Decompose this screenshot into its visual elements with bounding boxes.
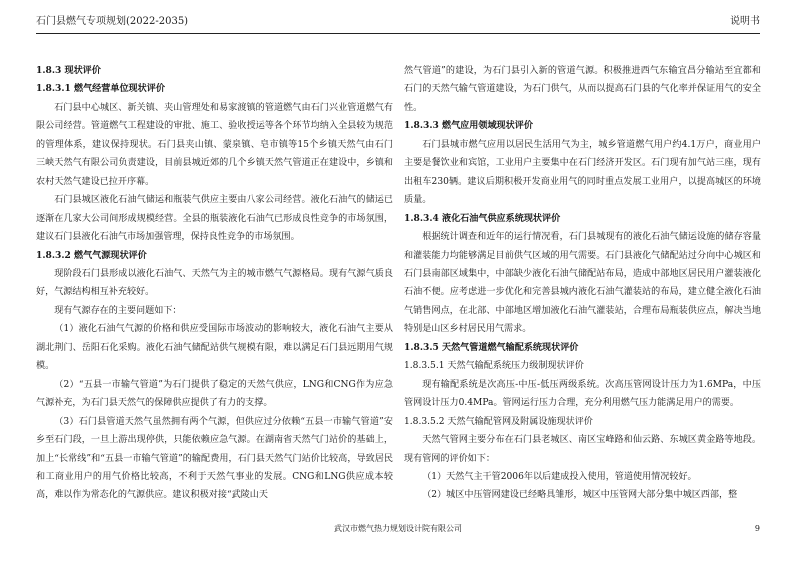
paragraph: 石门县中心城区、新关镇、夹山管理处和易家渡镇的管道燃气由石门兴业管道燃气有限公司经营。管道燃气工程建设的审批、施工、验收授运等各个环节均纳入全县较为规范的管理体系，建议保持现状。石门县夹山镇、蒙泉镇、皂市镇等15个乡镇天然气由石门三峡天然气有限公司负责建设，目前县城近郊的几个乡镇天然气管道正在建设中，乡镇和农村天然气建设已拉开序幕。: [36, 102, 393, 187]
paragraph: 石门县城市燃气应用以居民生活用气为主，城乡管道燃气用户约4.1万户，商业用户主要是餐饮业和宾馆，工业用户主要集中在石门经济开发区。石门现有加气站三座，现有出租车230辆。建议后期积极开发商业用气的同时重点发展工业用户，以提高城区的环境质量。: [404, 139, 761, 206]
section-heading: 1.8.3 现状评价: [36, 65, 101, 76]
subsection-heading: 1.8.3.5.2 天然气输配管网及附属设施现状评价: [404, 416, 593, 427]
subsection-heading: 1.8.3.5 天然气管道燃气输配系统现状评价: [404, 341, 579, 353]
paragraph: （2）“五县一市输气管道”为石门提供了稳定的天然气供应，LNG和CNG作为应急气源补充，为石门县天然气的保障供应提供了有力的支撑。: [36, 379, 393, 409]
paragraph: 天然气管网主要分布在石门县老城区、南区宝峰路和仙云路、东城区黄金路等地段。现有管网的评价如下：: [404, 435, 761, 464]
paragraph: 现阶段石门县形成以液化石油气、天然气为主的城市燃气气源格局。现有气源气质良好，气源结构相互补充较好。: [36, 268, 393, 298]
subsection-heading: 1.8.3.1 燃气经营单位现状评价: [36, 83, 165, 95]
left-column: [36, 62, 393, 505]
header-title: 石门县燃气专项规划(2022-2035): [36, 16, 189, 27]
subsection-heading: 1.8.3.5.1 天然气输配系统压力级制现状评价: [404, 361, 584, 372]
header-doc-type: 说明书: [730, 16, 760, 27]
subsection-heading: 1.8.3.2 燃气气源现状评价: [36, 249, 147, 261]
page-footer: [36, 522, 760, 536]
subsection-heading: 1.8.3.4 液化石油气供应系统现状评价: [404, 212, 561, 224]
right-column: [404, 62, 761, 505]
paragraph: （3）石门县管道天然气虽然拥有两个气源，但供应过分依赖“五县一市输气管道”安乡至石门段，一旦上游出现停供，只能依赖应急气源。在湖南省天然气门站价的基础上，加上“长常线”和“五县一市输气管道”的输配费用，石门县天然气门站价比较高，导致居民和工商业用户的用气价格比较高，不利于天然气事业的发展。CNG和LNG供应成本较高，难以作为常态化的气源供应。建议积极对接“武陵山天: [36, 416, 393, 501]
subsection-heading: 1.8.3.3 燃气应用领域现状评价: [404, 120, 533, 132]
paragraph: 现有输配系统是次高压-中压-低压两级系统。次高压管网设计压力为1.6MPa，中压管网设计压力0.4MPa。管网运行压力合理，充分利用燃气压力能满足用户的需要。: [404, 379, 761, 409]
page-header: [36, 14, 760, 30]
paragraph: （2）城区中压管网建设已经略具雏形，城区中压管网大部分集中城区西部，整: [422, 490, 738, 501]
paragraph: （1）液化石油气气源的价格和供应受国际市场波动的影响较大，液化石油气主要从湖北荆门、岳阳石化采购。液化石油气储配站供气规模有限，难以满足石门县远期用气规模。: [36, 324, 393, 372]
page-number: 9: [754, 524, 760, 533]
footer-company: 武汉市燃气热力规划设计院有限公司: [334, 524, 462, 533]
paragraph: （1）天然气主干管2006年以后建成投入使用，管道使用情况较好。: [422, 471, 697, 482]
header-rule: [36, 33, 760, 34]
paragraph: 现有气源存在的主要问题如下：: [54, 305, 182, 316]
paragraph: 石门县城区液化石油气储运和瓶装气供应主要由八家公司经营。液化石油气的储运已逐渐在几家大公司间形成规模经营。全县的瓶装液化石油气已形成良性竞争的市场氛围，建议石门县液化石油气市场加强管理，保持良性竞争的市场氛围。: [36, 195, 393, 243]
paragraph: 然气管道”的建设，为石门县引入新的管道气源。积极推进西气东输宜昌分输站至宜都和石门的天然气输气管道建设，为石门供气，从而以提高石门县的气化率并保证用气的安全性。: [404, 66, 761, 113]
paragraph: 根据统计调查和近年的运行情况看，石门县城现有的液化石油气储运设施的储存容量和灌装能力均能够满足目前供气区域的用气需要。石门县液化气储配站过分向中心城区和石门县南部区域集中，中部缺少液化石油气储配站布局，造成中部地区居民用户灌装液化石油不便。应考虑进一步优化和完善县城内液化石油气灌装站的布局，建立健全液化石油气销售网点，在北部、中部地区增加液化石油气灌装站，合理布局瓶装供应点，解决当地特别是山区乡村居民用气需求。: [404, 232, 761, 335]
